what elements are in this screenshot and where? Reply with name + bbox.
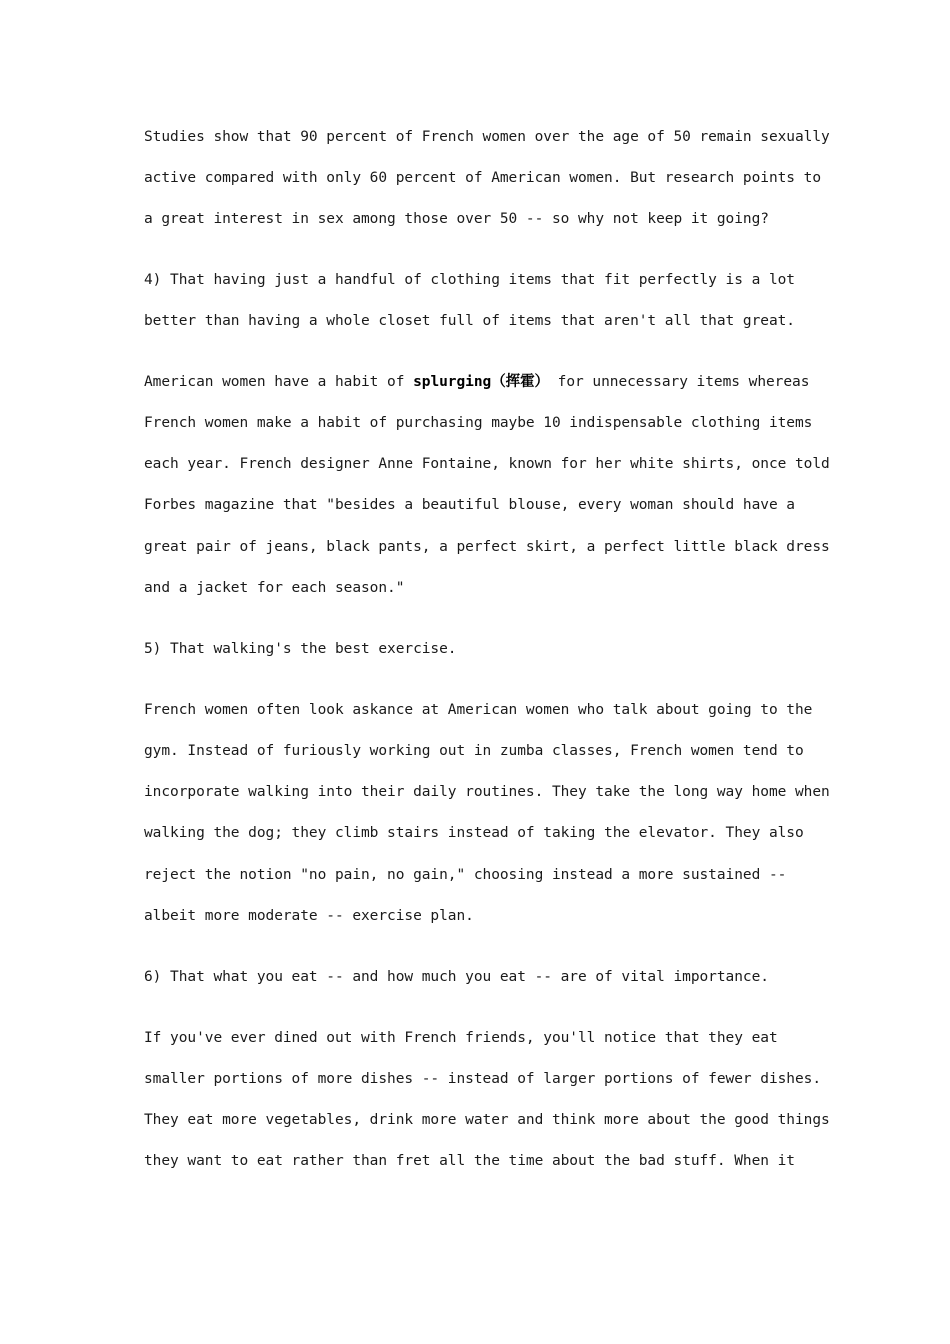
body-text-line: and a jacket for each season." (144, 580, 405, 596)
body-text-line: reject the notion "no pain, no gain," choosing instead a more sustained -- (144, 867, 787, 883)
body-text-line: gym. Instead of furiously working out in zumba classes, French women tend to (144, 743, 804, 759)
text-run: American women have a habit of (144, 374, 414, 390)
body-text-line: They eat more vegetables, drink more water and think more about the good things (144, 1112, 830, 1128)
section-heading-line: 5) That walking's the best exercise. (144, 641, 457, 657)
text-run: for unnecessary items whereas (549, 374, 810, 390)
body-text-line: each year. French designer Anne Fontaine, known for her white shirts, once told (144, 456, 830, 472)
body-text-line: active compared with only 60 percent of American women. But research points to (144, 170, 822, 186)
body-text-line: a great interest in sex among those over 50 -- so why not keep it going? (144, 211, 769, 227)
body-text-line (144, 372, 809, 392)
body-text-line: Forbes magazine that "besides a beautiful blouse, every woman should have a (144, 497, 795, 513)
body-text-line: French women often look askance at American women who talk about going to the (144, 702, 813, 718)
section-heading-line: 4) That having just a handful of clothing items that fit perfectly is a lot (144, 272, 795, 288)
body-text-line: incorporate walking into their daily routines. They take the long way home when (144, 784, 830, 800)
section-heading-line: 6) That what you eat -- and how much you eat -- are of vital importance. (144, 969, 769, 985)
body-text-line: they want to eat rather than fret all the time about the bad stuff. When it (144, 1153, 795, 1169)
section-heading-line: better than having a whole closet full of items that aren't all that great. (144, 313, 795, 329)
body-text-line: smaller portions of more dishes -- instead of larger portions of fewer dishes. (144, 1071, 822, 1087)
body-text-line: Studies show that 90 percent of French women over the age of 50 remain sexually (144, 129, 830, 145)
body-text-line: walking the dog; they climb stairs instead of taking the elevator. They also (144, 825, 804, 841)
body-text-line: If you've ever dined out with French friends, you'll notice that they eat (144, 1030, 778, 1046)
body-text-line: albeit more moderate -- exercise plan. (144, 908, 474, 924)
body-text-line: French women make a habit of purchasing maybe 10 indispensable clothing items (144, 415, 813, 431)
body-text-line: great pair of jeans, black pants, a perfect skirt, a perfect little black dress (144, 539, 830, 555)
bold-term-splurging: splurging（挥霍） (413, 374, 549, 390)
